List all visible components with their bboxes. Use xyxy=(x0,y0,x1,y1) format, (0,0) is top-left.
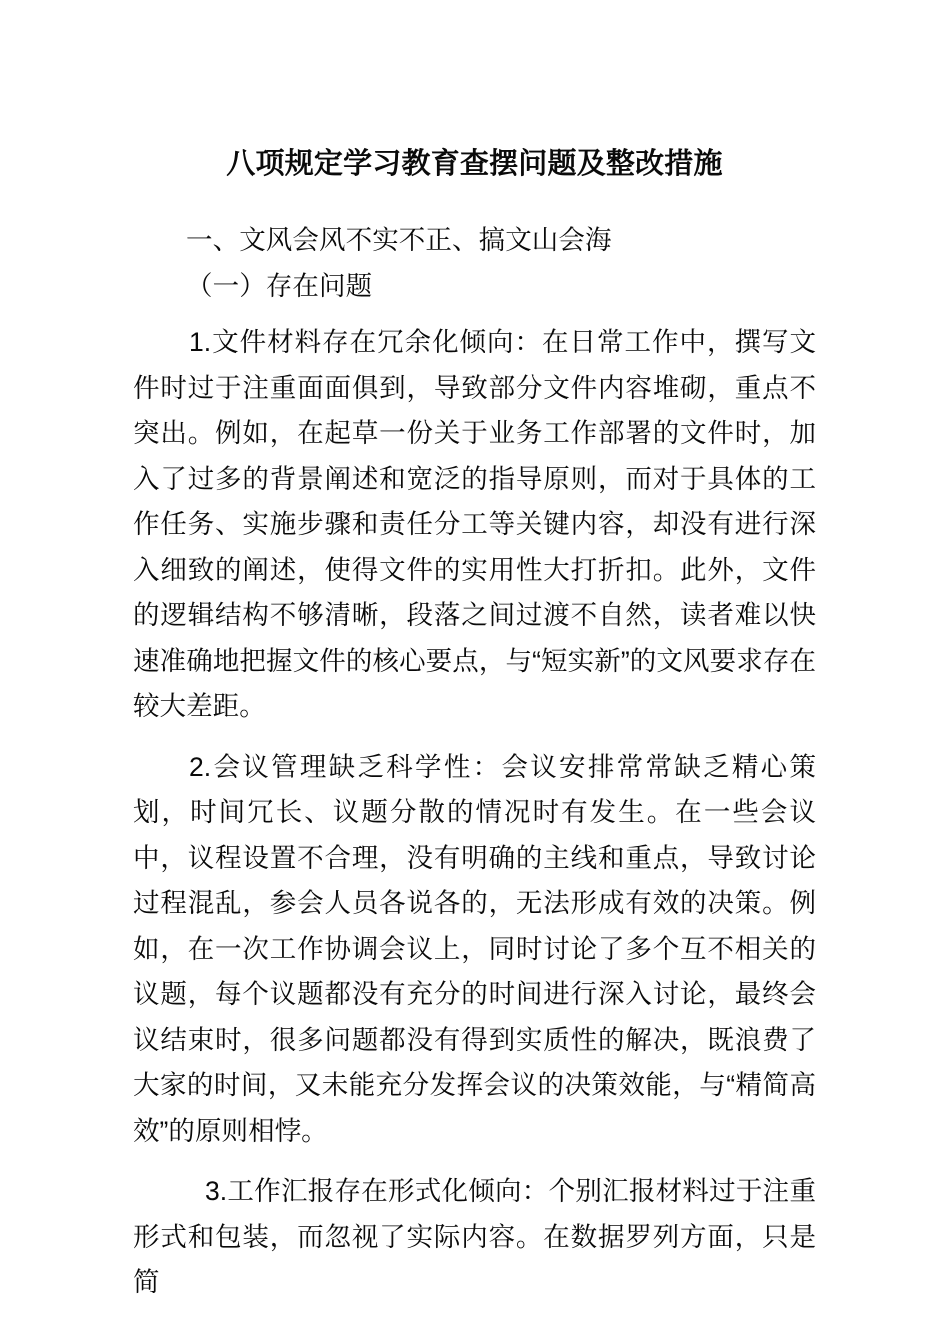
body-paragraph-3: 3.工作汇报存在形式化倾向：个别汇报材料过于注重形式和包装，而忽视了实际内容。在数据罗列方面，只是简 xyxy=(133,1176,816,1298)
body-paragraph-1: 1.文件材料存在冗余化倾向：在日常工作中，撰写文件时过于注重面面俱到，导致部分文件内容堆砌，重点不突出。例如，在起草一份关于业务工作部署的文件时，加入了过多的背景阐述和宽泛的指导原则，而对于具体的工作任务、实施步骤和责任分工等关键内容，却没有进行深入细致的阐述，使得文件的实用性大打折扣。此外，文件的逻辑结构不够清晰，段落之间过渡不自然，读者难以快速准确地把握文件的核心要点，与“短实新”的文风要求存在较大差距。 xyxy=(133,327,816,722)
document-content xyxy=(133,0,816,1306)
subsection-heading: （一）存在问题 xyxy=(186,270,373,301)
page-title: 八项规定学习教育查摆问题及整改措施 xyxy=(226,148,723,180)
section-heading: 一、文风会风不实不正、搞文山会海 xyxy=(186,225,612,256)
body-paragraph-2: 2.会议管理缺乏科学性：会议安排常常缺乏精心策划，时间冗长、议题分散的情况时有发生。在一些会议中，议程设置不合理，没有明确的主线和重点，导致讨论过程混乱，参会人员各说各的，无法形成有效的决策。例如，在一次工作协调会议上，同时讨论了多个互不相关的议题，每个议题都没有充分的时间进行深入讨论，最终会议结束时，很多问题都没有得到实质性的解决，既浪费了大家的时间，又未能充分发挥会议的决策效能，与“精简高效”的原则相悖。 xyxy=(133,751,816,1146)
